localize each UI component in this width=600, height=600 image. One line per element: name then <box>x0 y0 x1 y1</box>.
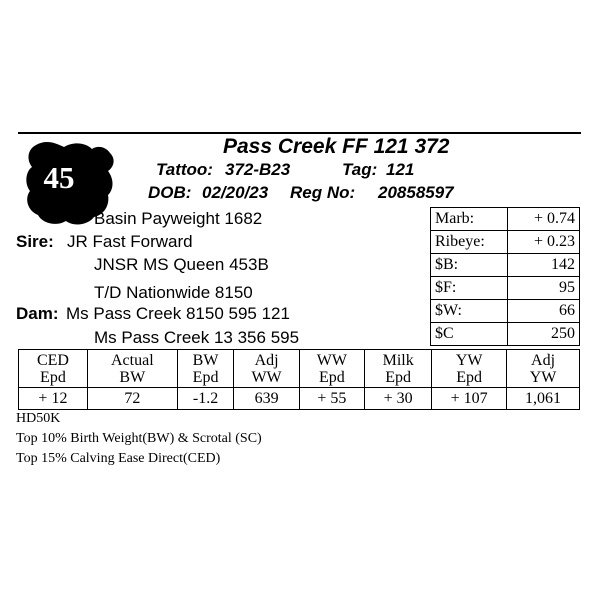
dam-label: Dam: <box>16 304 59 323</box>
value-row-marbling <box>431 208 580 231</box>
epd-header-top: YW <box>455 352 483 369</box>
epd-header <box>177 350 234 388</box>
epd-header <box>299 350 364 388</box>
dob-value: 02/20/23 <box>202 183 269 202</box>
value-label: $W: <box>431 300 508 323</box>
sire-sire: Basin Payweight 1682 <box>94 209 263 228</box>
value-cell: + 0.74 <box>508 208 580 231</box>
epd-header-top: BW <box>192 352 219 369</box>
epd-header-top: Adj <box>531 352 556 369</box>
epd-value: + 107 <box>432 388 507 410</box>
epd-header-bottom: Epd <box>456 369 483 386</box>
epd-header-top: Actual <box>110 352 154 369</box>
reg-value: 20858597 <box>378 183 454 202</box>
tag-value: 121 <box>386 160 415 179</box>
epd-header <box>234 350 299 388</box>
epd-header-bottom: YW <box>529 369 557 386</box>
sire-label: Sire: <box>16 232 54 251</box>
dam-dam: Ms Pass Creek 13 356 595 <box>94 328 300 347</box>
value-label: $C <box>431 323 508 346</box>
epd-header-top: Adj <box>254 352 279 369</box>
reg-label: Reg No: <box>290 183 356 202</box>
value-label: Marb: <box>431 208 508 231</box>
epd-header-bottom: Epd <box>319 369 345 386</box>
epd-value: 1,061 <box>507 388 580 410</box>
value-cell: + 0.23 <box>508 231 580 254</box>
value-label: $B: <box>431 254 508 277</box>
epd-header <box>432 350 507 388</box>
epd-header-row <box>19 350 580 388</box>
dam-sire: T/D Nationwide 8150 <box>94 283 253 302</box>
epd-table <box>18 349 580 410</box>
epd-value-row <box>19 388 580 410</box>
epd-value: -1.2 <box>177 388 234 410</box>
value-label: Ribeye: <box>431 231 508 254</box>
epd-header-bottom: Epd <box>40 369 66 386</box>
epd-header-bottom: Epd <box>192 369 219 386</box>
epd-header-bottom: Epd <box>385 369 412 386</box>
value-cell: 142 <box>508 254 580 277</box>
epd-header <box>19 350 88 388</box>
sire-name: JR Fast Forward <box>67 232 193 251</box>
tag-label: Tag: <box>342 160 378 179</box>
note-birth-weight: Top 10% Birth Weight(BW) & Scrotal (SC) <box>16 431 262 446</box>
value-cell: 95 <box>508 277 580 300</box>
epd-header-top: Milk <box>382 352 414 369</box>
top-rule <box>18 132 581 134</box>
epd-value: 72 <box>87 388 177 410</box>
epd-value: + 55 <box>299 388 364 410</box>
epd-value: 639 <box>234 388 299 410</box>
tattoo-label: Tattoo: <box>156 160 213 179</box>
note-calving-ease: Top 15% Calving Ease Direct(CED) <box>16 451 221 466</box>
value-row-combined <box>431 323 580 346</box>
epd-value: + 30 <box>365 388 432 410</box>
lot-number: 45 <box>43 160 75 195</box>
value-cell: 66 <box>508 300 580 323</box>
value-row-weaned <box>431 300 580 323</box>
dam-name: Ms Pass Creek 8150 595 121 <box>66 304 290 323</box>
epd-header <box>87 350 177 388</box>
epd-value: + 12 <box>19 388 88 410</box>
value-cell: 250 <box>508 323 580 346</box>
epd-header-bottom: WW <box>251 369 282 386</box>
value-label: $F: <box>431 277 508 300</box>
epd-header-top: WW <box>316 352 347 369</box>
value-table <box>430 207 580 346</box>
epd-header <box>507 350 580 388</box>
tattoo-value: 372-B23 <box>225 160 291 179</box>
epd-header-top: CED <box>36 352 69 369</box>
epd-header-bottom: BW <box>119 369 146 386</box>
epd-header <box>365 350 432 388</box>
value-row-feedlot <box>431 277 580 300</box>
note-genomic: HD50K <box>16 411 61 426</box>
sire-dam: JNSR MS Queen 453B <box>94 255 269 274</box>
value-row-beef <box>431 254 580 277</box>
dob-label: DOB: <box>148 183 192 202</box>
animal-name: Pass Creek FF 121 372 <box>223 135 450 158</box>
value-row-ribeye <box>431 231 580 254</box>
